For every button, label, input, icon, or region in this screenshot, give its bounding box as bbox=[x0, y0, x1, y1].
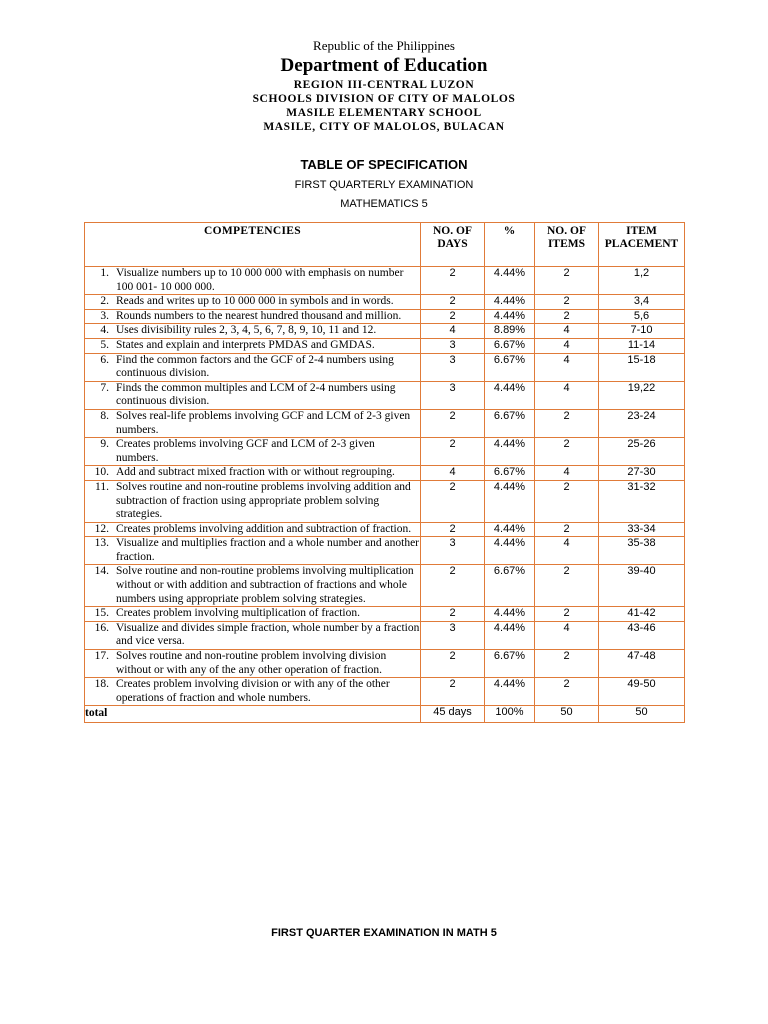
competency-cell bbox=[85, 565, 421, 607]
percent-cell: 4.44% bbox=[485, 607, 535, 622]
days-cell: 2 bbox=[421, 607, 485, 622]
placement-cell: 11-14 bbox=[599, 338, 685, 353]
table-row bbox=[85, 353, 685, 381]
header-competencies: COMPETENCIES bbox=[85, 223, 421, 267]
items-cell: 2 bbox=[535, 650, 599, 678]
percent-cell: 4.44% bbox=[485, 267, 535, 295]
table-row bbox=[85, 409, 685, 437]
percent-cell: 4.44% bbox=[485, 678, 535, 706]
days-cell: 2 bbox=[421, 650, 485, 678]
total-items: 50 bbox=[535, 706, 599, 723]
competency-number: 16. bbox=[94, 621, 109, 634]
total-percent: 100% bbox=[485, 706, 535, 723]
placement-cell: 39-40 bbox=[599, 565, 685, 607]
placement-cell: 5,6 bbox=[599, 309, 685, 324]
total-days: 45 days bbox=[421, 706, 485, 723]
percent-cell: 6.67% bbox=[485, 650, 535, 678]
competency-text: Creates problem involving multiplication of fraction. bbox=[116, 607, 360, 620]
placement-cell: 41-42 bbox=[599, 607, 685, 622]
header-items: NO. OF ITEMS bbox=[535, 223, 599, 267]
competency-text: Solves real-life problems involving GCF and LCM of 2-3 given numbers. bbox=[116, 409, 411, 436]
placement-cell: 33-34 bbox=[599, 522, 685, 537]
competency-cell bbox=[85, 267, 421, 295]
competency-text: Finds the common multiples and LCM of 2-4 numbers using continuous division. bbox=[116, 381, 396, 408]
items-cell: 4 bbox=[535, 537, 599, 565]
placement-cell: 47-48 bbox=[599, 650, 685, 678]
competency-text: Creates problems involving GCF and LCM of 2-3 given numbers. bbox=[116, 438, 375, 464]
competency-text: Reads and writes up to 10 000 000 in symbols and in words. bbox=[116, 295, 394, 308]
table-row bbox=[85, 466, 685, 481]
days-cell: 3 bbox=[421, 537, 485, 565]
competency-number: 17. bbox=[94, 650, 109, 663]
percent-cell: 6.67% bbox=[485, 409, 535, 437]
competency-cell bbox=[85, 409, 421, 437]
competency-text: Visualize and divides simple fraction, whole number by a fraction and vice versa. bbox=[116, 621, 420, 648]
competency-text: States and explain and interprets PMDAS and GMDAS. bbox=[116, 338, 375, 351]
percent-cell: 6.67% bbox=[485, 353, 535, 381]
competency-cell bbox=[85, 353, 421, 381]
items-cell: 2 bbox=[535, 565, 599, 607]
days-cell: 2 bbox=[421, 267, 485, 295]
items-cell: 4 bbox=[535, 466, 599, 481]
percent-cell: 4.44% bbox=[485, 381, 535, 409]
days-cell: 2 bbox=[421, 409, 485, 437]
items-cell: 4 bbox=[535, 353, 599, 381]
placement-cell: 31-32 bbox=[599, 480, 685, 522]
placement-cell: 35-38 bbox=[599, 537, 685, 565]
region-line: REGION III-CENTRAL LUZON bbox=[293, 79, 475, 91]
percent-cell: 4.44% bbox=[485, 522, 535, 537]
competency-text: Find the common factors and the GCF of 2-4 numbers using continuous division. bbox=[116, 353, 394, 380]
address-line: MASILE, CITY OF MALOLOS, BULACAN bbox=[263, 121, 505, 133]
header-percent: % bbox=[485, 223, 535, 267]
total-label: total bbox=[85, 706, 421, 723]
competency-cell bbox=[85, 466, 421, 481]
competency-cell bbox=[85, 438, 421, 466]
placement-cell: 25-26 bbox=[599, 438, 685, 466]
table-title: TABLE OF SPECIFICATION bbox=[300, 157, 468, 172]
specification-table bbox=[84, 222, 685, 723]
competency-text: Visualize and multiplies fraction and a whole number and another fraction. bbox=[116, 537, 420, 563]
items-cell: 2 bbox=[535, 480, 599, 522]
placement-cell: 49-50 bbox=[599, 678, 685, 706]
competency-cell bbox=[85, 678, 421, 706]
percent-cell: 4.44% bbox=[485, 537, 535, 565]
percent-cell: 6.67% bbox=[485, 338, 535, 353]
table-row bbox=[85, 295, 685, 310]
competency-number: 3. bbox=[100, 309, 109, 322]
competency-number: 13. bbox=[94, 537, 109, 550]
items-cell: 2 bbox=[535, 522, 599, 537]
document-titles bbox=[0, 156, 768, 212]
competency-number: 4. bbox=[100, 324, 109, 337]
subject-title: MATHEMATICS 5 bbox=[340, 198, 428, 210]
school-line: MASILE ELEMENTARY SCHOOL bbox=[286, 107, 482, 119]
competency-cell bbox=[85, 607, 421, 622]
competency-text: Rounds numbers to the nearest hundred thousand and million. bbox=[116, 309, 402, 322]
competency-text: Creates problems involving addition and subtraction of fraction. bbox=[116, 522, 412, 535]
competency-number: 5. bbox=[100, 338, 109, 351]
competency-cell bbox=[85, 381, 421, 409]
items-cell: 2 bbox=[535, 607, 599, 622]
items-cell: 2 bbox=[535, 678, 599, 706]
days-cell: 2 bbox=[421, 295, 485, 310]
table-row bbox=[85, 537, 685, 565]
competency-number: 14. bbox=[94, 565, 109, 578]
table-body bbox=[85, 267, 685, 706]
competency-text: Uses divisibility rules 2, 3, 4, 5, 6, 7, 8, 9, 10, 11 and 12. bbox=[116, 324, 377, 337]
competency-cell bbox=[85, 295, 421, 310]
republic-line: Republic of the Philippines bbox=[313, 38, 455, 53]
table-row bbox=[85, 607, 685, 622]
placement-cell: 3,4 bbox=[599, 295, 685, 310]
competency-text: Creates problem involving division or with any of the other operations of fraction and whole numbers. bbox=[116, 678, 390, 704]
items-cell: 2 bbox=[535, 409, 599, 437]
competency-text: Solves routine and non-routine problem involving division without or with any of the any other operation of fraction. bbox=[116, 650, 387, 676]
placement-cell: 27-30 bbox=[599, 466, 685, 481]
competency-number: 15. bbox=[94, 607, 109, 620]
days-cell: 2 bbox=[421, 565, 485, 607]
items-cell: 4 bbox=[535, 338, 599, 353]
letterhead bbox=[0, 38, 768, 134]
competency-cell bbox=[85, 324, 421, 339]
placement-cell: 23-24 bbox=[599, 409, 685, 437]
placement-cell: 15-18 bbox=[599, 353, 685, 381]
items-cell: 2 bbox=[535, 438, 599, 466]
percent-cell: 6.67% bbox=[485, 565, 535, 607]
competency-text: Solves routine and non-routine problems involving addition and subtraction of fraction using appropriate problem solving strategies. bbox=[116, 480, 411, 521]
competency-text: Visualize numbers up to 10 000 000 with emphasis on number 100 001- 10 000 000. bbox=[116, 267, 404, 293]
table-row bbox=[85, 267, 685, 295]
table-row bbox=[85, 338, 685, 353]
competency-cell bbox=[85, 480, 421, 522]
days-cell: 4 bbox=[421, 466, 485, 481]
days-cell: 2 bbox=[421, 678, 485, 706]
department-title: Department of Education bbox=[280, 55, 488, 76]
table-row bbox=[85, 621, 685, 649]
percent-cell: 4.44% bbox=[485, 438, 535, 466]
days-cell: 2 bbox=[421, 309, 485, 324]
table-row bbox=[85, 480, 685, 522]
table-row bbox=[85, 381, 685, 409]
competency-cell bbox=[85, 650, 421, 678]
competency-cell bbox=[85, 309, 421, 324]
competency-cell bbox=[85, 621, 421, 649]
competency-number: 18. bbox=[94, 678, 109, 691]
days-cell: 2 bbox=[421, 438, 485, 466]
division-line: SCHOOLS DIVISION OF CITY OF MALOLOS bbox=[252, 93, 516, 105]
competency-number: 11. bbox=[95, 480, 109, 493]
placement-cell: 19,22 bbox=[599, 381, 685, 409]
days-cell: 3 bbox=[421, 353, 485, 381]
total-row bbox=[85, 706, 685, 723]
competency-number: 9. bbox=[100, 438, 109, 451]
placement-cell: 7-10 bbox=[599, 324, 685, 339]
percent-cell: 4.44% bbox=[485, 295, 535, 310]
competency-cell bbox=[85, 537, 421, 565]
items-cell: 4 bbox=[535, 621, 599, 649]
table-header-row bbox=[85, 223, 685, 267]
table-row bbox=[85, 522, 685, 537]
items-cell: 2 bbox=[535, 267, 599, 295]
days-cell: 4 bbox=[421, 324, 485, 339]
footer-title: FIRST QUARTER EXAMINATION IN MATH 5 bbox=[271, 927, 497, 939]
items-cell: 4 bbox=[535, 381, 599, 409]
days-cell: 2 bbox=[421, 480, 485, 522]
table-row bbox=[85, 438, 685, 466]
percent-cell: 4.44% bbox=[485, 480, 535, 522]
table-row bbox=[85, 650, 685, 678]
days-cell: 2 bbox=[421, 522, 485, 537]
percent-cell: 4.44% bbox=[485, 621, 535, 649]
competency-number: 8. bbox=[100, 409, 109, 422]
competency-number: 6. bbox=[100, 353, 109, 366]
placement-cell: 43-46 bbox=[599, 621, 685, 649]
days-cell: 3 bbox=[421, 381, 485, 409]
competency-number: 7. bbox=[100, 381, 109, 394]
percent-cell: 8.89% bbox=[485, 324, 535, 339]
competency-cell bbox=[85, 522, 421, 537]
table-row bbox=[85, 678, 685, 706]
competency-cell bbox=[85, 338, 421, 353]
competency-number: 10. bbox=[94, 466, 109, 479]
percent-cell: 6.67% bbox=[485, 466, 535, 481]
placement-cell: 1,2 bbox=[599, 267, 685, 295]
percent-cell: 4.44% bbox=[485, 309, 535, 324]
days-cell: 3 bbox=[421, 338, 485, 353]
header-placement: ITEM PLACEMENT bbox=[599, 223, 685, 267]
table-row bbox=[85, 565, 685, 607]
items-cell: 2 bbox=[535, 309, 599, 324]
competency-number: 2. bbox=[100, 295, 109, 308]
competency-text: Add and subtract mixed fraction with or without regrouping. bbox=[116, 466, 395, 479]
table-row bbox=[85, 309, 685, 324]
items-cell: 2 bbox=[535, 295, 599, 310]
days-cell: 3 bbox=[421, 621, 485, 649]
header-days: NO. OF DAYS bbox=[421, 223, 485, 267]
items-cell: 4 bbox=[535, 324, 599, 339]
competency-text: Solve routine and non-routine problems involving multiplication without or with addition and subtraction of fractions and whole numbers using appropriate problem solving strategies. bbox=[116, 565, 414, 605]
table-row bbox=[85, 324, 685, 339]
exam-title: FIRST QUARTERLY EXAMINATION bbox=[294, 179, 474, 191]
competency-number: 1. bbox=[100, 267, 109, 279]
total-placement: 50 bbox=[599, 706, 685, 723]
competency-number: 12. bbox=[94, 522, 109, 535]
